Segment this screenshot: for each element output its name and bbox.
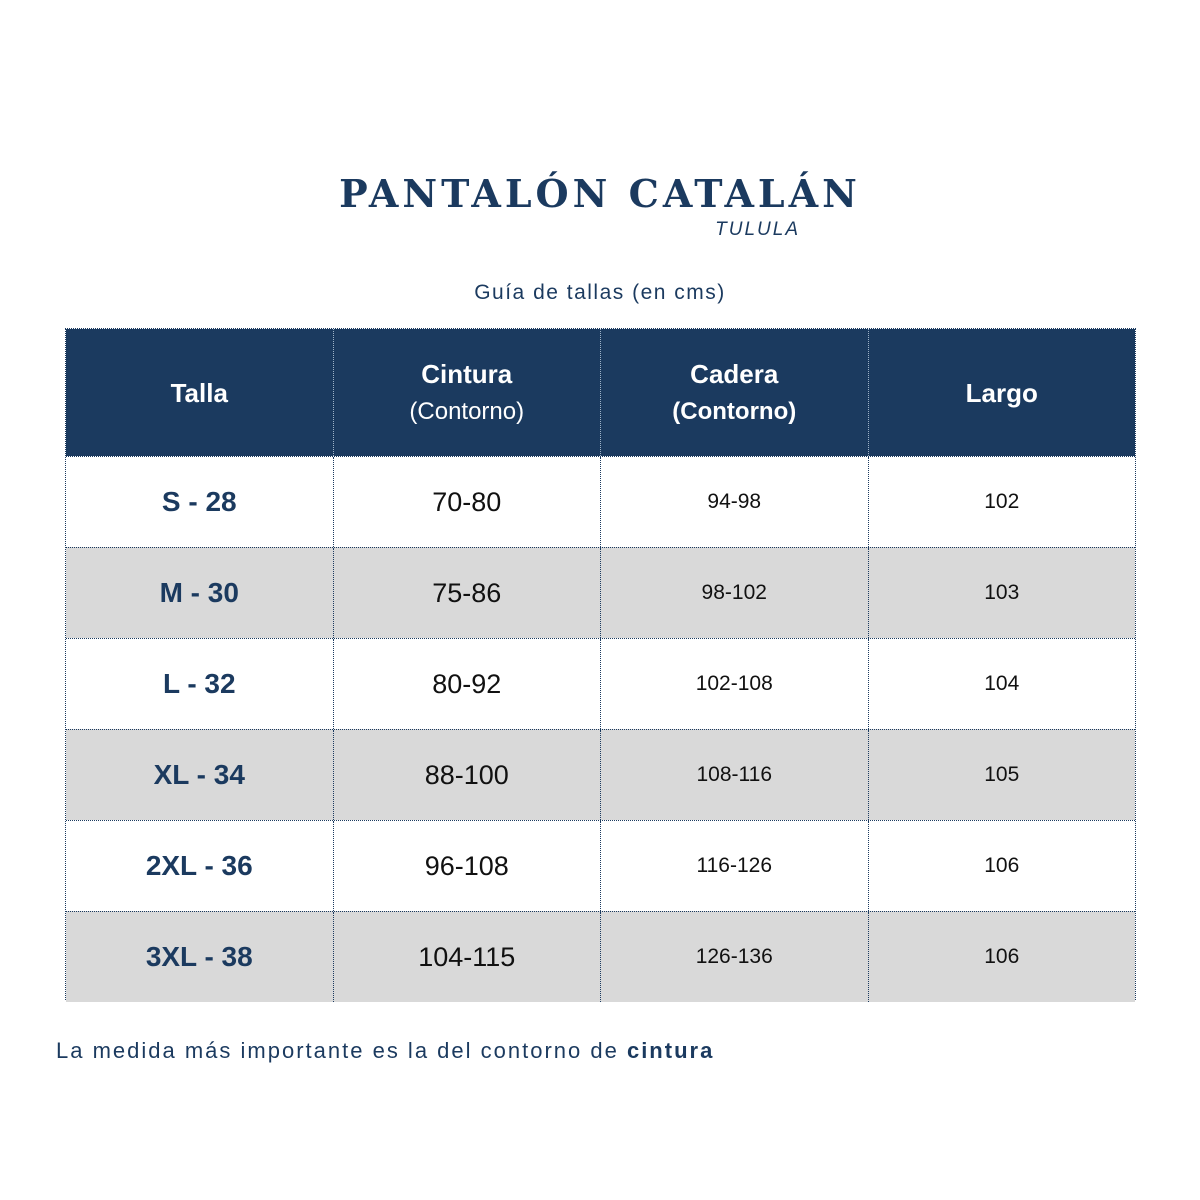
header-cintura <box>333 329 601 456</box>
largo-cell: 105 <box>984 763 1020 786</box>
cadera-cell: 126-136 <box>695 945 773 968</box>
page-title: PANTALÓN CATALÁN <box>339 171 861 216</box>
talla-cell: XL - 34 <box>153 759 245 790</box>
talla-cell: M - 30 <box>159 577 239 608</box>
footnote-text: La medida más importante es la del contorno de <box>56 1038 627 1063</box>
table-row <box>66 456 1135 547</box>
footnote <box>56 1036 956 1066</box>
footnote-emphasis: cintura <box>626 1038 715 1063</box>
header-cadera-sublabel: (Contorno) <box>672 397 797 425</box>
table-row <box>66 911 1135 1002</box>
header-cadera-label: Cadera <box>690 358 779 389</box>
cintura-cell: 75-86 <box>432 577 502 608</box>
largo-cell: 102 <box>984 490 1020 513</box>
cadera-cell: 116-126 <box>696 854 772 877</box>
largo-cell: 104 <box>984 672 1020 695</box>
cintura-cell: 70-80 <box>432 486 502 517</box>
cintura-cell: 80-92 <box>432 668 502 699</box>
cintura-cell: 88-100 <box>424 759 509 790</box>
largo-cell: 106 <box>984 854 1020 877</box>
largo-cell: 106 <box>984 945 1020 968</box>
brand-name: TULULA <box>715 219 800 240</box>
talla-cell: 2XL - 36 <box>145 850 253 881</box>
size-chart-table <box>65 328 1136 1000</box>
page-subtitle: Guía de tallas (en cms) <box>474 281 726 304</box>
header-largo <box>868 329 1136 456</box>
cadera-cell: 98-102 <box>701 581 767 604</box>
table-row <box>66 547 1135 638</box>
largo-cell: 103 <box>984 581 1020 604</box>
header-largo-label: Largo <box>965 377 1038 408</box>
header-talla-label: Talla <box>170 377 228 408</box>
talla-cell: S - 28 <box>161 486 237 517</box>
talla-cell: 3XL - 38 <box>145 941 253 972</box>
cadera-cell: 102-108 <box>695 672 773 695</box>
cintura-cell: 104-115 <box>418 941 516 972</box>
cadera-cell: 108-116 <box>696 763 772 786</box>
cintura-cell: 96-108 <box>424 850 509 881</box>
table-header-row <box>66 329 1135 456</box>
talla-cell: L - 32 <box>162 668 236 699</box>
header-cintura-label: Cintura <box>421 358 513 389</box>
cadera-cell: 94-98 <box>707 490 762 513</box>
header-cadera <box>600 329 868 456</box>
table-row <box>66 729 1135 820</box>
table-row <box>66 638 1135 729</box>
table-row <box>66 820 1135 911</box>
header-talla <box>66 329 333 456</box>
header-cintura-sublabel: (Contorno) <box>409 397 525 425</box>
